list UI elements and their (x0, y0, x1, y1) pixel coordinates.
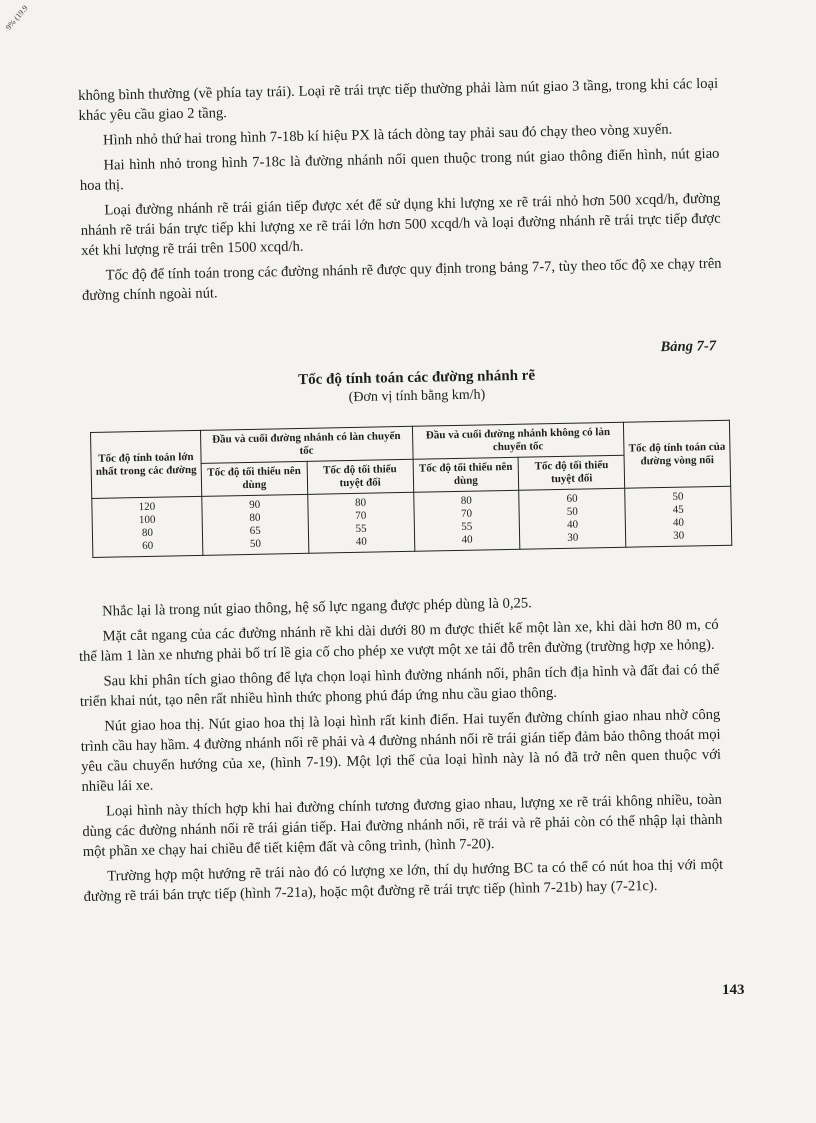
cell-value: 60 (142, 539, 154, 553)
paragraph: Loại hình này thích hợp khi hai đường chính tương đương giao nhau, lượng xe rẽ trái không nhiều, toàn dùng các đường nhánh nối rẽ trái gián tiếp. Hai đường nhánh nối, rẽ trái và rẽ phải còn có thể nhập lại thành một phần xe chạy hai chiều để tiết kiệm đất và công trình, (hình 7-20). (82, 791, 723, 860)
cell-value: 50 (249, 537, 262, 550)
cell-value: 65 (249, 524, 261, 537)
paragraph: Tốc độ để tính toán trong các đường nhánh rẽ được quy định trong bảng 7-7, tùy theo tốc độ xe chạy trên đường chính ngoài nút. (81, 255, 722, 304)
cell-value: 55 (461, 520, 473, 533)
table-label: Bảng 7-7 (660, 338, 717, 356)
corner-stamp: 9% (19.9 (4, 3, 30, 32)
header-without-accel-lane: Đầu và cuối đường nhánh không có làn chuyển tốc (412, 422, 624, 459)
speed-table-wrapper (90, 420, 732, 558)
table-cell (413, 490, 520, 551)
cell-value: 80 (249, 511, 261, 524)
cell-value: 80 (354, 496, 367, 509)
paragraph: không bình thường (về phía tay trái). Loại rẽ trái trực tiếp thường phải làm nút giao 3 tầng, trong khi các loại khác yêu cầu giao 2 tầng. (78, 75, 719, 124)
cell-value: 50 (672, 490, 684, 503)
cell-value: 40 (566, 518, 579, 531)
cell-value: 40 (355, 535, 367, 548)
table-cell (307, 492, 414, 553)
cell-value: 55 (355, 522, 367, 535)
paragraph: Mặt cắt ngang của các đường nhánh rẽ khi dài dưới 80 m được thiết kế một làn xe, khi dài hơn 80 m, có thể làm 1 làn xe nhưng phải bố trí lề gia cố cho phép xe vượt một xe tải đỗ trên đường (trường hợp xe hỏng). (78, 616, 719, 665)
cell-value: 70 (460, 507, 473, 520)
cell-value: 80 (460, 494, 472, 507)
cell-value: 30 (673, 529, 685, 542)
text-block-top (78, 74, 722, 311)
cell-value: 70 (355, 509, 367, 522)
cell-value: 90 (249, 498, 261, 511)
subheader-min-recommended: Tốc độ tối thiểu nên dùng (201, 461, 307, 496)
cell-value: 40 (672, 516, 685, 529)
paragraph: Hai hình nhỏ trong hình 7-18c là đường nhánh nối quen thuộc trong nút giao thông điển hình, nút giao hoa thị. (79, 145, 720, 194)
cell-value: 45 (672, 503, 684, 516)
cell-value: 50 (566, 505, 578, 518)
text-block-bottom (78, 590, 724, 912)
header-with-accel-lane: Đầu và cuối đường nhánh có làn chuyển tốc (200, 426, 412, 463)
subheader-min-absolute: Tốc độ tối thiểu tuyệt đối (307, 459, 413, 494)
paragraph: Trường hợp một hướng rẽ trái nào đó có lượng xe lớn, thí dụ hướng BC ta có thể có nút hoa thị với một đường rẽ trái bán trực tiếp (hình 7-21a), hoặc một đường rẽ trái trực tiếp (hình 7-21b) hay (7-21c). (83, 856, 724, 905)
cell-value: 100 (138, 513, 156, 527)
table-cell (519, 488, 626, 549)
subheader-min-absolute: Tốc độ tối thiểu tuyệt đối (518, 455, 624, 490)
table-cell (92, 496, 203, 557)
header-loop-speed: Tốc độ tính toán của đường vòng nối (624, 420, 731, 488)
cell-value: 80 (141, 526, 153, 540)
paragraph: Hình nhỏ thứ hai trong hình 7-18b kí hiệu PX là tách dòng tay phải sau đó chạy theo vòng xuyến. (102, 121, 673, 149)
speed-table (90, 420, 732, 558)
table-cell (202, 494, 309, 555)
cell-value: 60 (566, 492, 578, 505)
table-row (92, 486, 732, 557)
subheader-min-recommended: Tốc độ tối thiểu nên dùng (413, 457, 519, 492)
table-subtitle: (Đơn vị tính bằng km/h) (348, 387, 486, 406)
page-number: 143 (722, 982, 745, 998)
paragraph: Loại đường nhánh rẽ trái gián tiếp được xét để sử dụng khi lượng xe rẽ trái nhỏ hơn 500 xcqd/h, đường nhánh rẽ trái bán trực tiếp khi lượng xe rẽ trái lớn hơn 500 xcqd/h và loại đường nhánh rẽ trái trực tiếp được xét khi lượng rẽ trái trên 1500 xcqd/h. (80, 190, 721, 259)
table-title: Tốc độ tính toán các đường nhánh rẽ (297, 367, 536, 389)
paragraph: Sau khi phân tích giao thông để lựa chọn loại hình đường nhánh nối, phân tích địa hình và đất đai có thể triển khai nút, tạo nên rất nhiều hình thức phong phú đáp ứng nhu cầu giao thông. (79, 661, 720, 710)
cell-value: 120 (138, 500, 156, 514)
paragraph: Nút giao hoa thị. Nút giao hoa thị là loại hình rất kinh điển. Hai tuyến đường chính giao nhau nhờ công trình cầu hay hầm. 4 đường nhánh nối rẽ phải và 4 đường nhánh nối rẽ trái gián tiếp đảm bảo thông thoát mọi yêu cầu chuyển hướng của xe, (hình 7-19). Một lợi thế của loại hình này là nó đã trở nên quen thuộc với nhiều lái xe. (80, 706, 722, 795)
paragraph: Nhắc lại là trong nút giao thông, hệ số lực ngang được phép dùng là 0,25. (102, 595, 532, 620)
table-caption (96, 338, 737, 412)
cell-value: 30 (567, 531, 579, 544)
header-max-speed: Tốc độ tính toán lớn nhất trong các đường (91, 430, 202, 498)
cell-value: 40 (461, 533, 473, 546)
table-cell (625, 486, 732, 547)
